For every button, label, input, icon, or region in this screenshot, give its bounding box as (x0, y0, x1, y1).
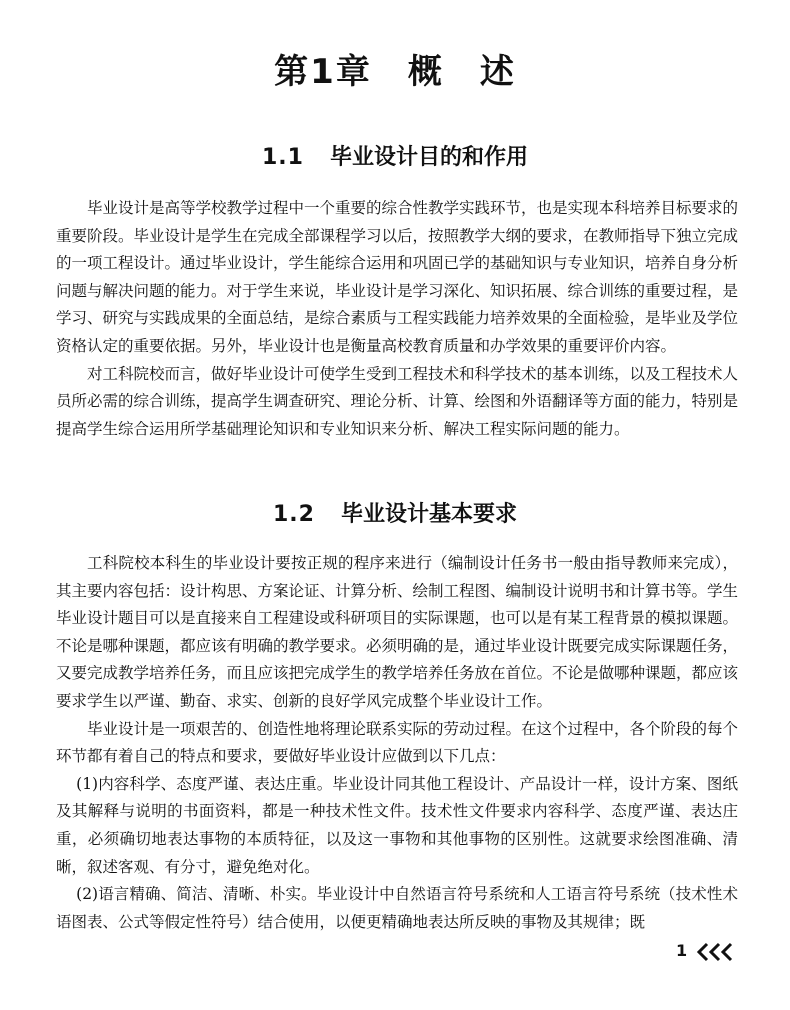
chapter-name: 概 述 (407, 52, 516, 92)
section-heading-1-1 (0, 143, 790, 173)
paragraph: 对工科院校而言，做好毕业设计可使学生受到工程技术和科学技术的基本训练，以及工程技术人员所必需的综合训练，提高学生调查研究、理论分析、计算、绘图和外语翻译等方面的能力，特别是提高学生综合运用所学基础理论知识和专业知识来分析、解决工程实际问题的能力。 (56, 364, 739, 438)
section-body-1-2 (56, 550, 738, 936)
section-body-1-1 (56, 195, 738, 443)
paragraph: 毕业设计是一项艰苦的、创造性地将理论联系实际的劳动过程。在这个过程中，各个阶段的每个环节都有着自己的特点和要求，要做好毕业设计应做到以下几点： (56, 719, 739, 766)
section-title: 毕业设计目的和作用 (329, 145, 528, 170)
chapter-label: 第1章 (274, 52, 372, 92)
paragraph: 毕业设计是高等学校教学过程中一个重要的综合性教学实践环节，也是实现本科培养目标要求的重要阶段。毕业设计是学生在完成全部课程学习以后，按照教学大纲的要求，在教师指导下独立完成的一项工程设计。通过毕业设计，学生能综合运用和巩固已学的基础知识与专业知识，培养自身分析问题与解决问题的能力。对于学生来说，毕业设计是学习深化、知识拓展、综合训练的重要过程，是学习、研究与实践成果的全面总结，是综合素质与工程实践能力培养效果的全面检验，是毕业及学位资格认定的重要依据。另外，毕业设计也是衡量高校教育质量和办学效果的重要评价内容。 (56, 199, 739, 355)
section-heading-1-2 (0, 500, 790, 530)
page-number: 1 (676, 941, 688, 960)
section-number: 1.1 (262, 145, 304, 170)
list-paragraph: (2)语言精确、简洁、清晰、朴实。毕业设计中自然语言符号系统和人工语言符号系统（技术性术语图表、公式等假定性符号）结合使用，以便更精确地表达所反映的事物及其规律；既 (56, 885, 738, 931)
paragraph: 工科院校本科生的毕业设计要按正规的程序来进行（编制设计任务书一般由指导教师来完成），其主要内容包括：设计构思、方案论证、计算分析、绘制工程图、编制设计说明书和计算书等。学生毕业设计题目可以是直接来自工程建设或科研项目的实际课题，也可以是有某工程背景的模拟课题。不论是哪种课题，都应该有明确的教学要求。必须明确的是，通过毕业设计既要完成实际课题任务，又要完成教学培养任务，而且应该把完成学生的教学培养任务放在首位。不论是做哪种课题，都应该要求学生以严谨、勤奋、求实、创新的良好学风完成整个毕业设计工作。 (56, 554, 739, 710)
triple-chevron-left-icon (694, 941, 738, 963)
chapter-title (0, 48, 790, 96)
section-number: 1.2 (273, 502, 315, 527)
section-title: 毕业设计基本要求 (340, 502, 517, 527)
list-paragraph: (1)内容科学、态度严谨、表达庄重。毕业设计同其他工程设计、产品设计一样，设计方案、图纸及其解释与说明的书面资料，都是一种技术性文件。技术性文件要求内容科学、态度严谨、表达庄重，必须确切地表达事物的本质特征，以及这一事物和其他事物的区别性。这就要求绘图准确、清晰，叙述客观、有分寸，避免绝对化。 (56, 774, 738, 876)
